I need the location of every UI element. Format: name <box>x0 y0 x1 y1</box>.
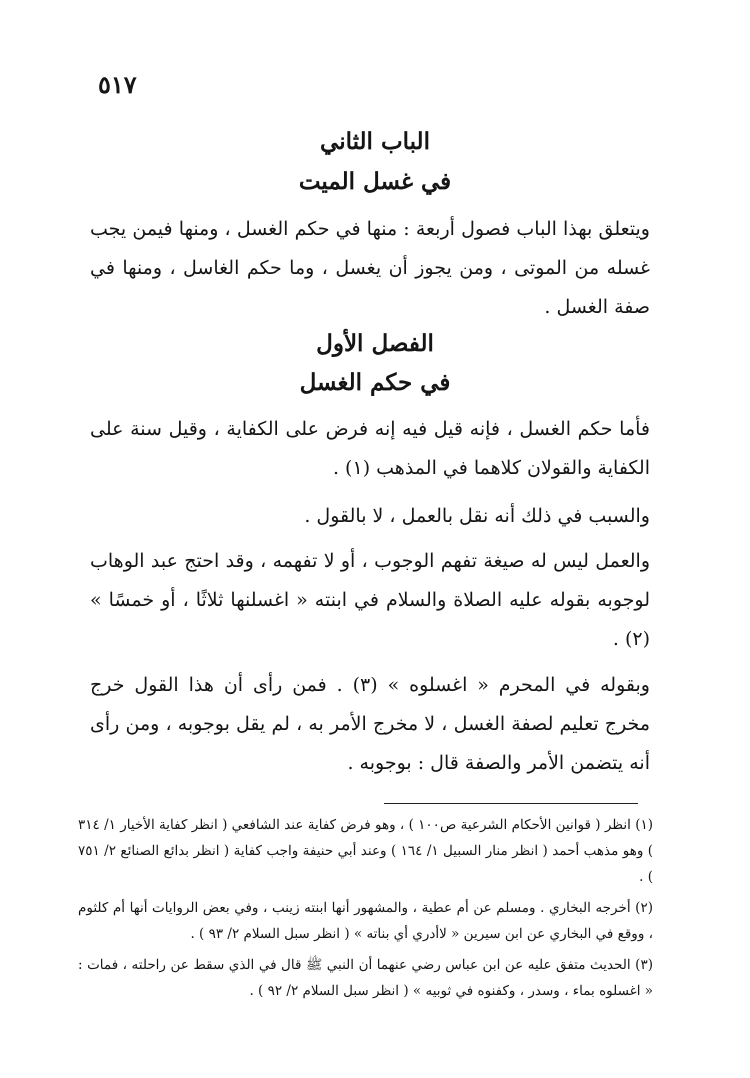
chapter-subtitle: في غسل الميت <box>298 168 452 195</box>
intro-paragraph: ويتعلق بهذا الباب فصول أربعة : منها في حكم الغسل ، ومنها فيمن يجب غسله من الموتى ، ومن يجوز أن يغسل ، وما حكم الغاسل ، ومنها في صفة الغسل . <box>90 218 650 318</box>
body-paragraph: والعمل ليس له صيغة تفهم الوجوب ، أو لا تفهمه ، وقد احتج عبد الوهاب لوجوبه بقوله عليه الصلاة والسلام في ابنته « اغسلنها ثلاثًا ، أو خمسًا » (٢) . <box>90 550 650 650</box>
footnote: (١) انظر ( قوانين الأحكام الشرعية ص١٠٠ ) ، وهو فرض كفاية عند الشافعي ( انظر كفاية الأخيار ١/ ٣١٤ ) وهو مذهب أحمد ( انظر منار السبيل ١/ ١٦٤ ) وعند أبي حنيفة واجب كفاية ( انظر بدائع الصنائع ٢/ ٧٥١ ) . <box>78 817 654 885</box>
section-subtitle: في حكم الغسل <box>299 369 451 396</box>
body-paragraph: فأما حكم الغسل ، فإنه قيل فيه إنه فرض على الكفاية ، وقيل سنة على الكفاية والقولان كلاهما في المذهب (١) . <box>90 418 650 479</box>
section-title: الفصل الأول <box>316 330 434 357</box>
page-number: ٥١٧ <box>98 70 137 99</box>
body-paragraph: والسبب في ذلك أنه نقل بالعمل ، لا بالقول . <box>304 505 650 527</box>
footnote: (٣) الحديث متفق عليه عن ابن عباس رضي عنهما أن النبي ﷺ قال في الذي سقط عن راحلته ، فمات : « اغسلوه بماء ، وسدر ، وكفنوه في ثوبيه » ( انظر سبل السلام ٢/ ٩٢ ) . <box>78 957 653 999</box>
chapter-title: الباب الثاني <box>320 128 430 155</box>
body-paragraph: وبقوله في المحرم « اغسلوه » (٣) . فمن رأى أن هذا القول خرج مخرج تعليم لصفة الغسل ، لا مخرج الأمر به ، لم يقل بوجوبه ، ومن رأى أنه يتضمن الأمر والصفة قال : بوجوبه . <box>90 674 650 774</box>
footnote: (٢) أخرجه البخاري . ومسلم عن أم عطية ، والمشهور أنها ابنته زينب ، وفي بعض الروايات أنها أم كلثوم ، ووقع في البخاري عن ابن سيرين « لاأدري أي بناته » ( انظر سبل السلام ٢/ ٩٣ ) . <box>78 900 653 942</box>
footnote-divider <box>384 803 638 804</box>
